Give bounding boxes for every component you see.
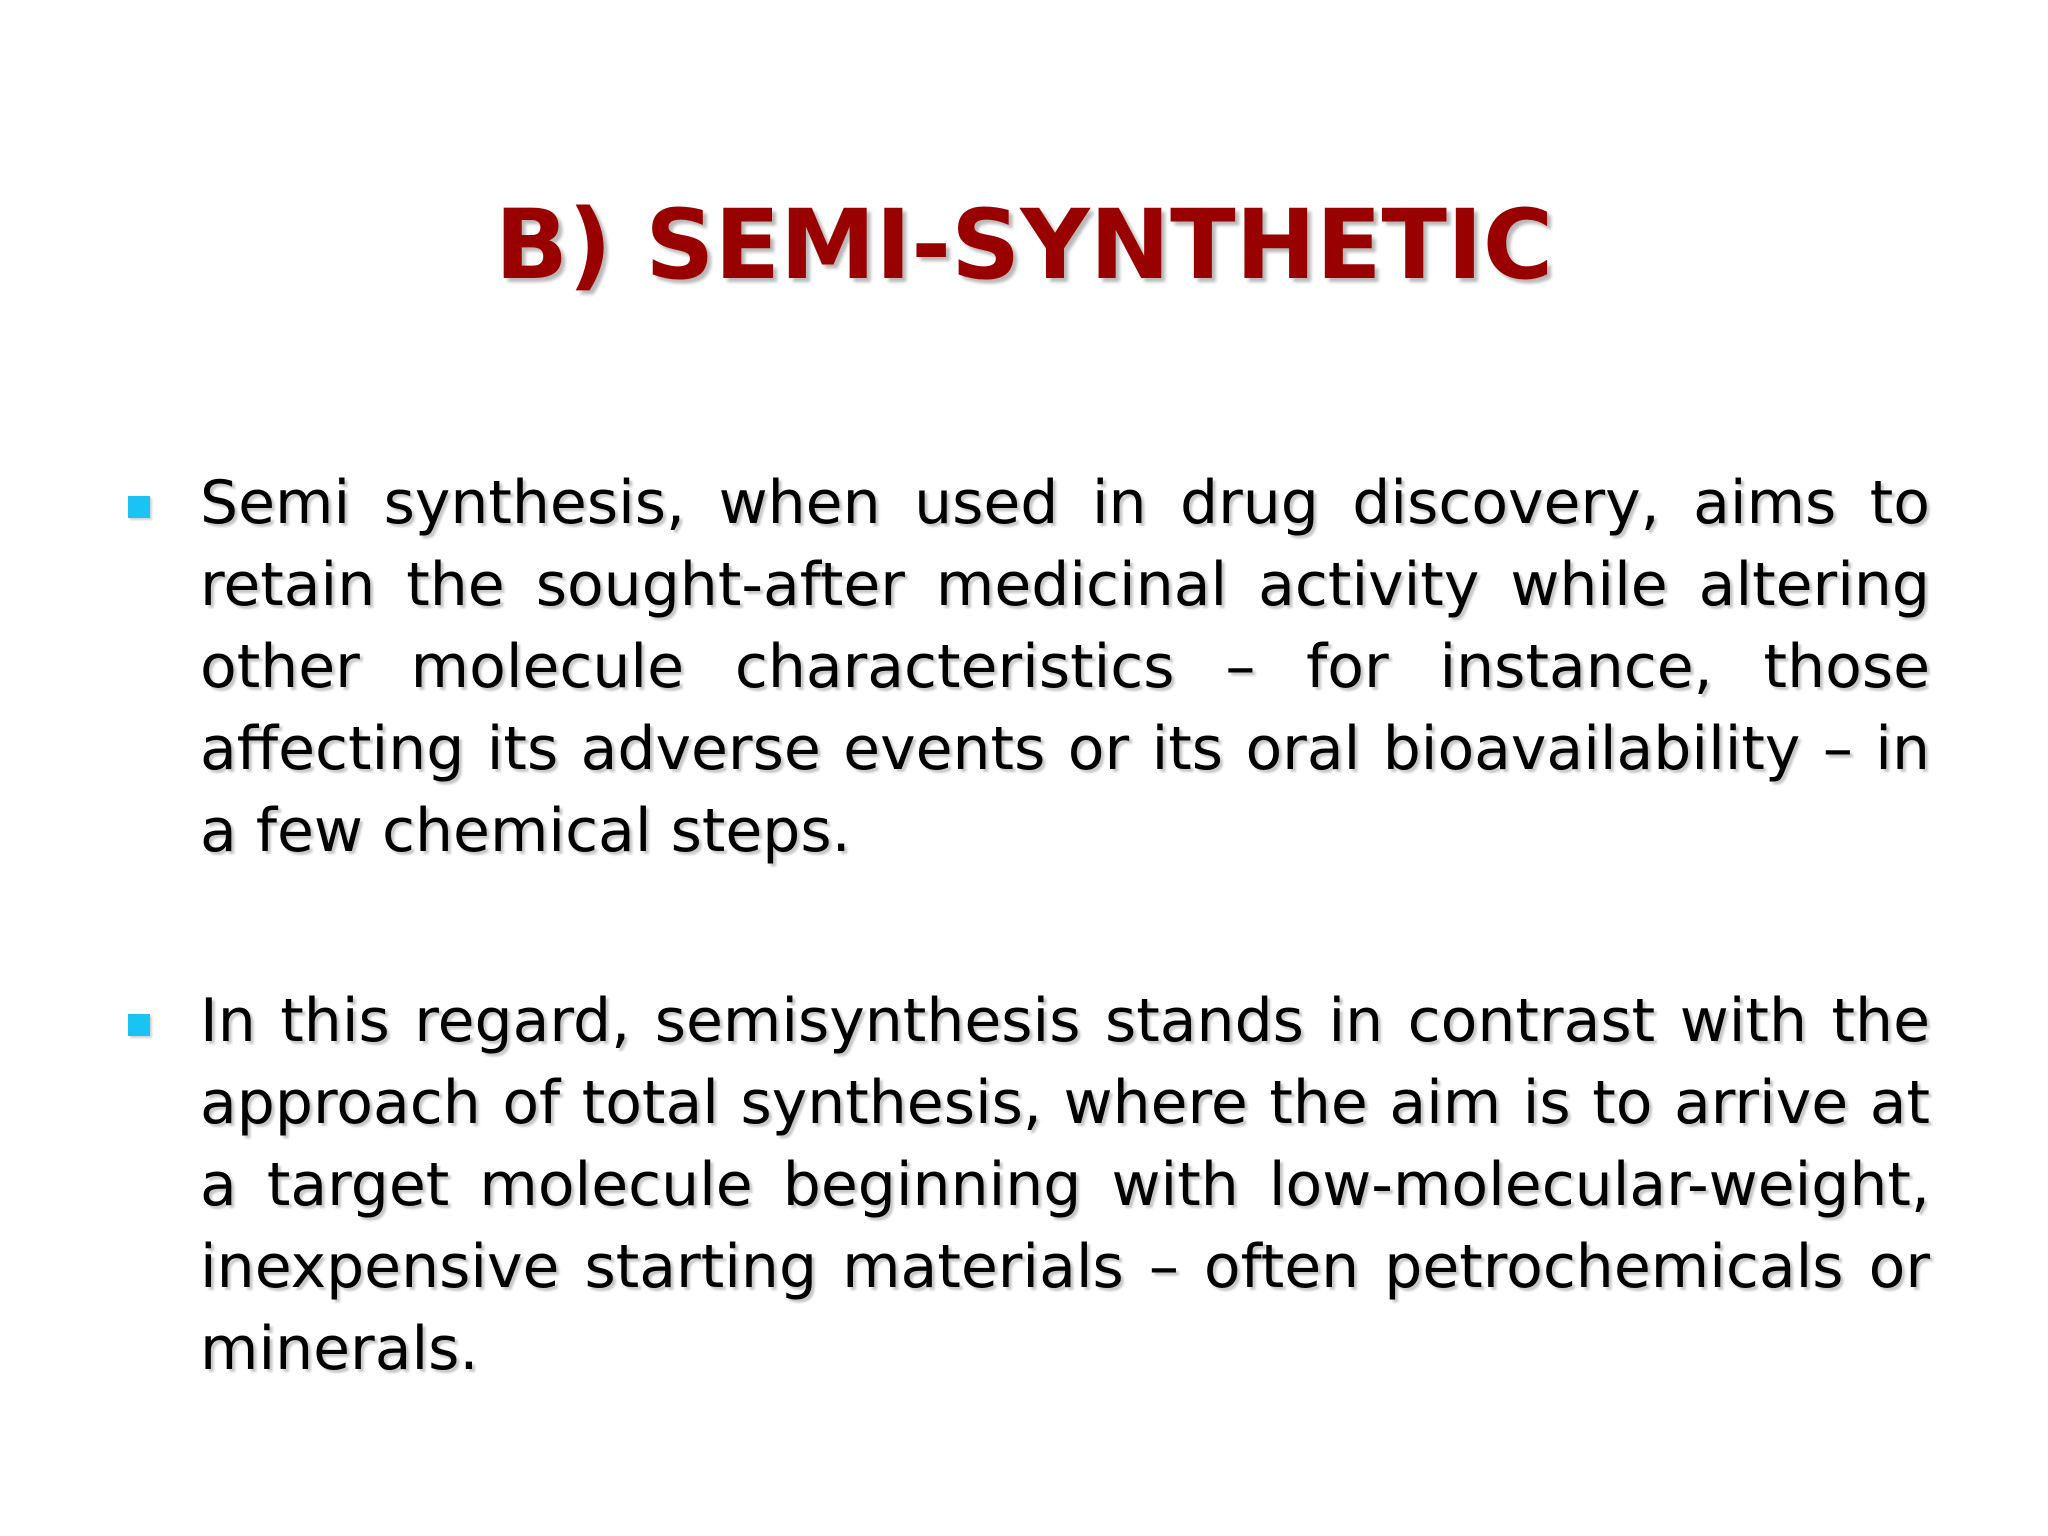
bullet-text: In this regard, semisynthesis stands in contrast with the approach of total synthesis, where the aim is to arrive at a target molecule beginning with low-molecular-weight, inexpensive starting materials – often petrochemicals or minerals. [200, 986, 1930, 1384]
bullet-item [200, 462, 1930, 872]
bullet-text: Semi synthesis, when used in drug discovery, aims to retain the sought-after medicinal activity while altering other molecule characteristics – for instance, those affecting its adverse events or its oral bioavailability – in a few chemical steps. [200, 468, 1930, 866]
bullet-list [200, 462, 1930, 1498]
bullet-item [200, 980, 1930, 1390]
square-bullet-icon [128, 496, 150, 518]
square-bullet-icon [128, 1014, 150, 1036]
slide-title: B) SEMI-SYNTHETIC [494, 189, 1554, 301]
